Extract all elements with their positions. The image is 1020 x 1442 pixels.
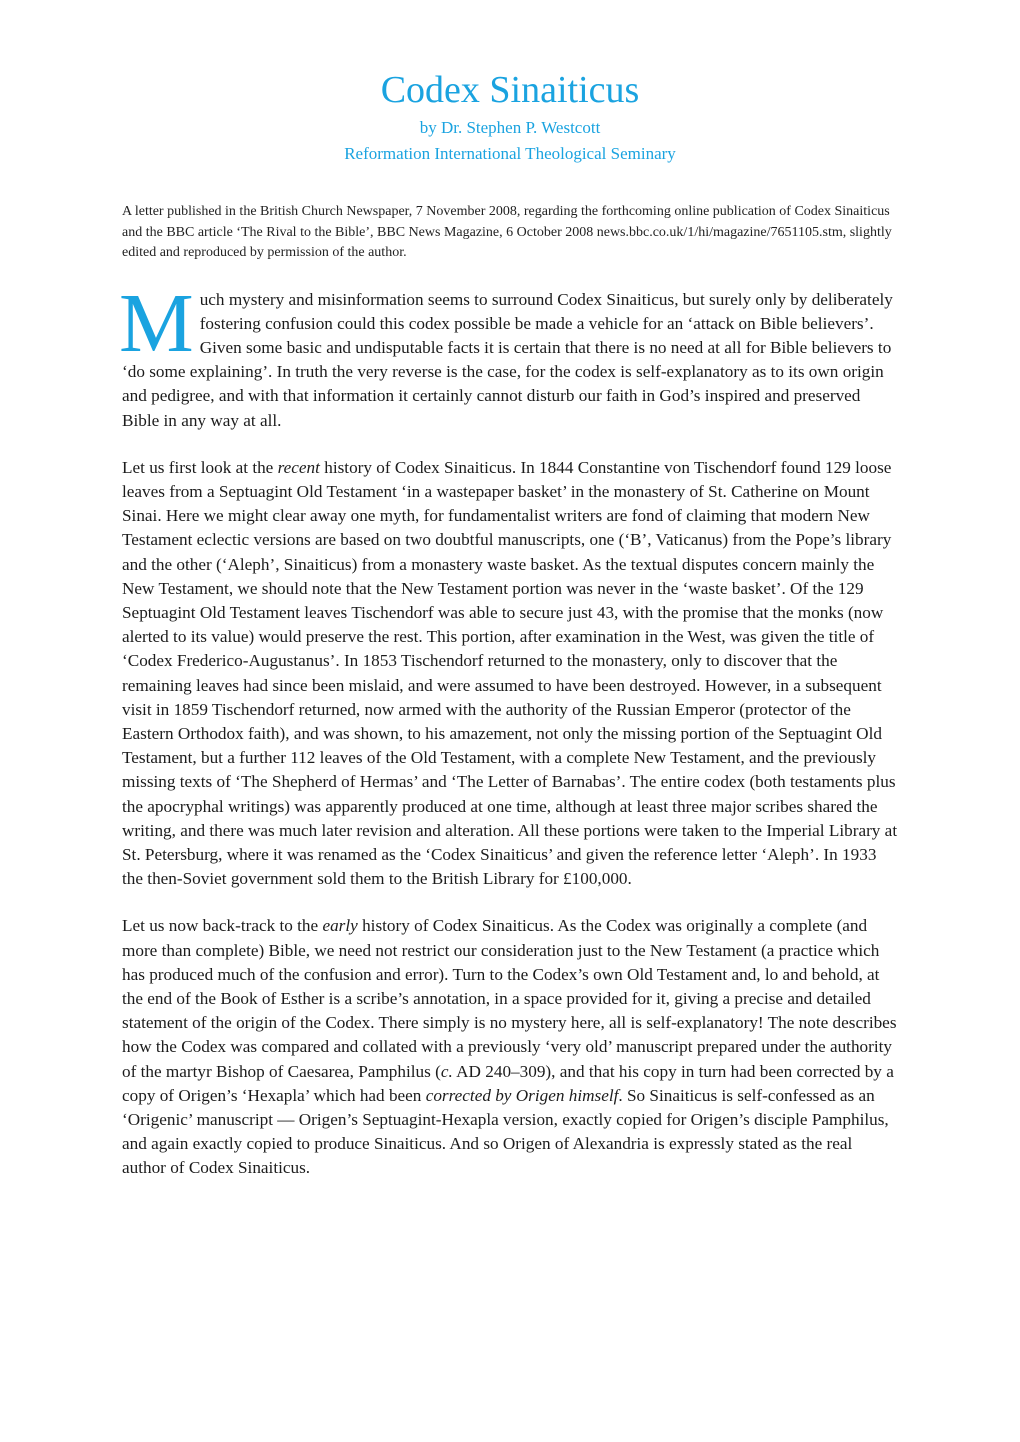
intro-note: A letter published in the British Church Newspaper, 7 November 2008, regarding the forthcoming online publication of Codex Sinaiticus and the BBC article ‘The Rival to the Bible’, BBC News Magazine, 6 October 2008 news.bbc.co.uk/1/hi/magazine/7651105.stm, slightly edited and reproduced by permission of the author. [122,204,892,260]
paragraph-2-text-a: Let us first look at the [122,457,278,477]
paragraph-1 [119,276,898,433]
document-page [119,66,898,1181]
paragraph-3-emphasis-2: c. [440,1061,453,1081]
paragraph-3-text-b: history of Codex Sinaiticus. As the Codex was originally a complete (and more than complete) Bible, we need not restrict our consideration just to the New Testament (a practice which has produced much of the confusion and error). Turn to the Codex’s own Old Testament and, lo and behold, at the end of the Book of Esther is a scribe’s annotation, in a space provided for it, giving a precise and detailed statement of the origin of the Codex. There simply is no mystery here, all is self-explanatory! The note describes how the Codex was compared and collated with a previously ‘very old’ manuscript prepared under the authority of the martyr Bishop of Caesarea, Pamphilus ( [122,916,897,1081]
paragraph-2-text-b: history of Codex Sinaiticus. In 1844 Constantine von Tischendorf found 129 loose leaves from a Septuagint Old Testament ‘in a wastepaper basket’ in the monastery of St. Catherine on Mount Sinai. Here we might clear away one myth, for fundamentalist writers are fond of claiming that modern New Testament eclectic versions are based on two doubtful manuscripts, one (‘B’, Vaticanus) from the Pope’s library and the other (‘Aleph’, Sinaiticus) from a monastery waste basket. As the textual disputes concern mainly the New Testament, we should note that the New Testament portion was never in the ‘waste basket’. Of the 129 Septuagint Old Testament leaves Tischendorf was able to secure just 43, with the promise that the monks (now alerted to its value) would preserve the rest. This portion, after examination in the West, was given the title of ‘Codex Frederico-Augustanus’. In 1853 Tischendorf returned to the monastery, only to discover that the remaining leaves had since been mislaid, and were assumed to have been destroyed. However, in a subsequent visit in 1859 Tischendorf returned, now armed with the authority of the Russian Emperor (protector of the Eastern Orthodox faith), and was shown, to his amazement, not only the missing portion of the Septuagint Old Testament, but a further 112 leaves of the Old Testament, with a complete New Testament, and the previously missing texts of ‘The Shepherd of Hermas’ and ‘The Letter of Barnabas’. The entire codex (both testaments plus the apocryphal writings) was apparently produced at one time, although at least three major scribes shared the writing, and there was much later revision and alteration. All these portions were taken to the Imperial Library at St. Petersburg, where it was renamed as the ‘Codex Sinaiticus’ and given the reference letter ‘Aleph’. In 1933 the then-Soviet government sold them to the British Library for £100,000. [122,457,898,889]
paragraph-1-text: uch mystery and misinformation seems to surround Codex Sinaiticus, but surely only by deliberately fostering confusion could this codex possible be made a vehicle for an ‘attack on Bible believers’. Given some basic and undisputable facts it is certain that there is no need at all for Bible believers to ‘do some explaining’. In truth the very reverse is the case, for the codex is self-explanatory as to its own origin and pedigree, and with that information it certainly cannot disturb our faith in God’s inspired and preserved Bible in any way at all. [122,289,893,430]
paragraph-3-emphasis-1: early [322,916,358,936]
paragraph-2 [122,456,898,892]
author-line: by Dr. Stephen P. Westcott [419,118,601,137]
paragraph-3-text-d: . So Sinaiticus is self-confessed as an ‘Origenic’ manuscript — Origen’s Septuagint-Hexapla version, exactly copied for Origen’s disciple Pamphilus, and again exactly copied to produce Sinaiticus. And so Origen of Alexandria is expressly stated as the real author of Codex Sinaiticus. [122,1085,889,1178]
institution-line: Reformation International Theological Seminary [344,144,676,163]
paragraph-3 [122,914,898,1180]
paragraph-3-text-a: Let us now back-track to the [122,916,323,936]
paragraph-2-emphasis: recent [277,457,320,477]
paragraph-3-text-c: AD 240–309), and that his copy in turn had been corrected by a copy of Origen’s ‘Hexapla’ which had been [122,1061,894,1105]
drop-cap: M [119,276,194,370]
paragraph-3-emphasis-3: corrected by Origen himself [425,1085,619,1105]
document-title: Codex Sinaiticus [380,69,640,111]
